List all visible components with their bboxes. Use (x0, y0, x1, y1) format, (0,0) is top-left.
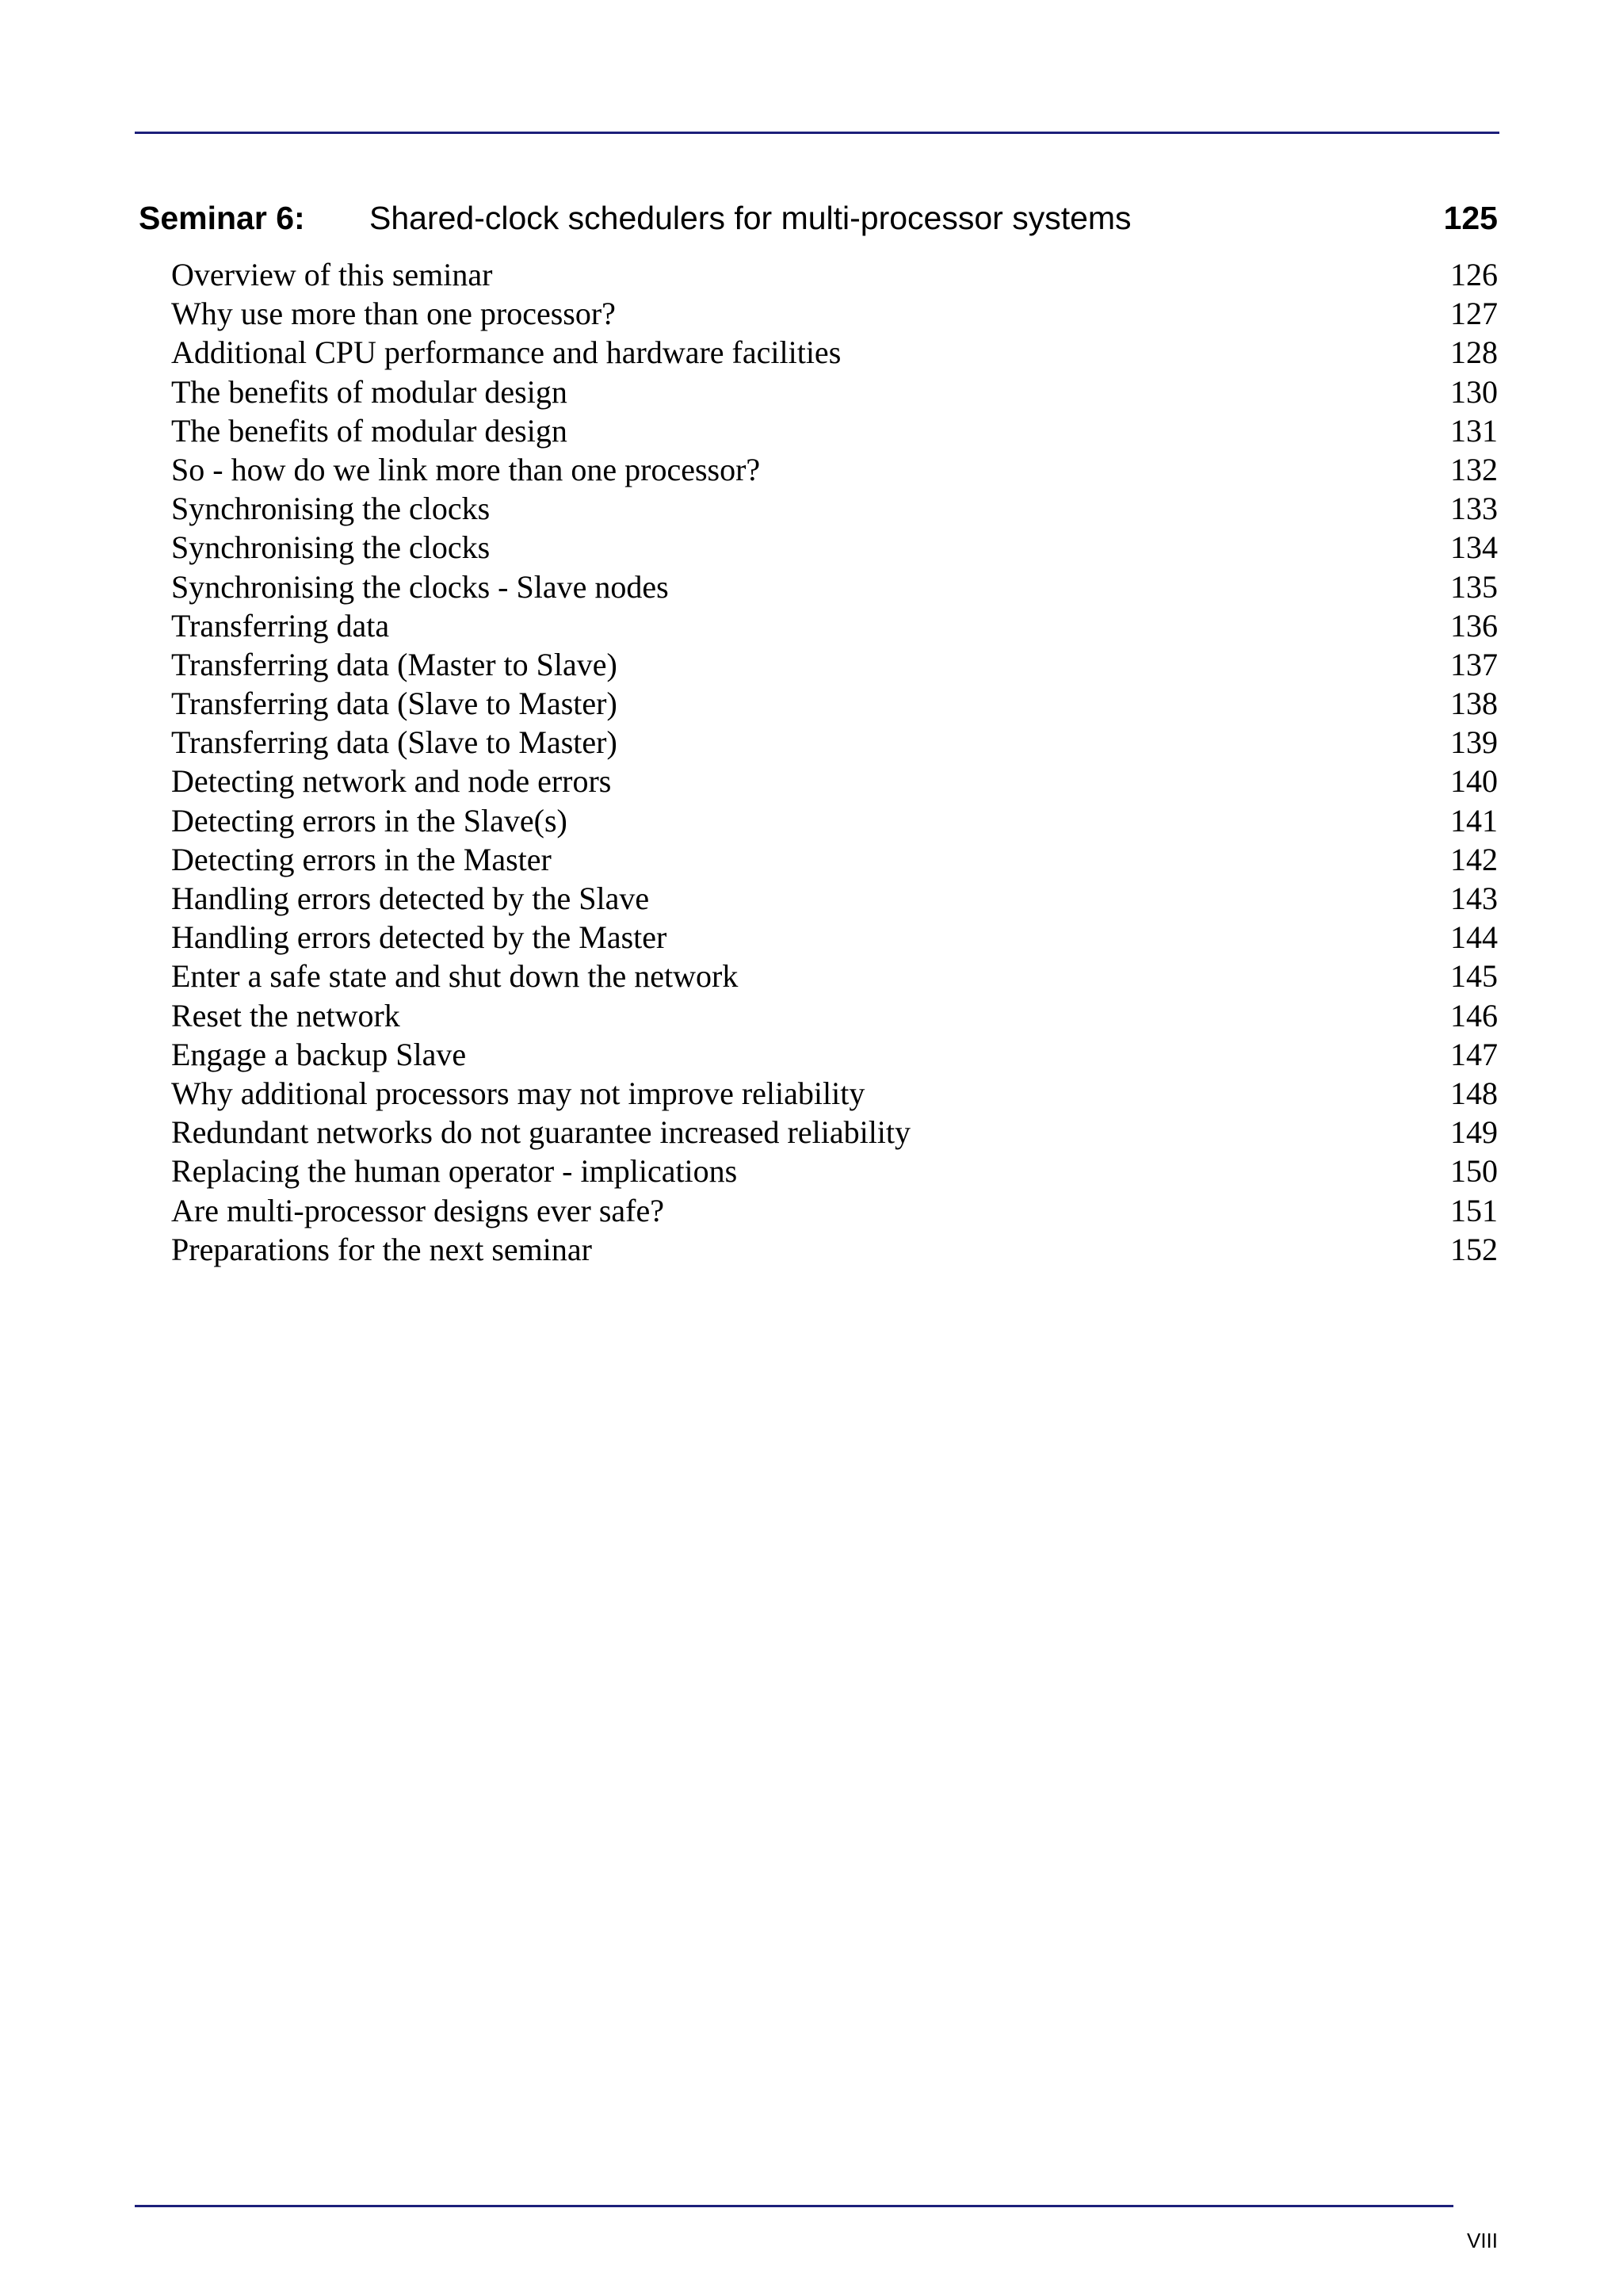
toc-entry-page: 150 (1450, 1153, 1498, 1190)
toc-entry-title: The benefits of modular design (171, 412, 567, 449)
toc-entry-title: Replacing the human operator - implications (171, 1153, 738, 1190)
toc-entry-title: Redundant networks do not guarantee increased reliability (171, 1114, 911, 1151)
toc-entry (171, 762, 1498, 800)
toc-entry (171, 1152, 1498, 1190)
toc-entry-page: 143 (1450, 881, 1498, 916)
toc-entry-page: 138 (1450, 686, 1498, 722)
toc-entry-page: 144 (1450, 919, 1498, 956)
toc-entry-page: 140 (1450, 763, 1498, 800)
toc-entry-title: Transferring data (Slave to Master) (171, 686, 617, 722)
seminar-page-number: 125 (1443, 200, 1498, 236)
footer-rule (135, 2205, 1453, 2207)
toc-entry (171, 801, 1498, 840)
toc-entry (171, 372, 1498, 411)
toc-entry (171, 528, 1498, 567)
toc-entry-title: Why additional processors may not improve reliability (171, 1075, 865, 1111)
toc-entry-page: 128 (1450, 334, 1498, 371)
toc-entry (171, 294, 1498, 333)
toc-entry (171, 606, 1498, 645)
toc-entry-page: 151 (1450, 1192, 1498, 1228)
toc-entry (171, 918, 1498, 957)
toc-entry-page: 141 (1450, 802, 1498, 839)
seminar-title: Shared-clock schedulers for multi-processor systems (369, 200, 1132, 236)
toc-entry-title: Handling errors detected by the Master (171, 919, 667, 956)
toc-entry-title: Synchronising the clocks - Slave nodes (171, 568, 669, 605)
toc-entry (171, 411, 1498, 450)
toc-entry-title: Transferring data (171, 607, 390, 644)
toc-entry (171, 684, 1498, 723)
toc-entry-page: 127 (1450, 296, 1498, 332)
toc-entry-title: Reset the network (171, 997, 400, 1033)
toc-entry-page: 146 (1450, 997, 1498, 1033)
toc-entry (171, 1074, 1498, 1113)
toc-entry (171, 996, 1498, 1035)
toc-entry-page: 147 (1450, 1036, 1498, 1072)
toc-entry-page: 136 (1450, 607, 1498, 644)
toc-entry-title: Handling errors detected by the Slave (171, 881, 650, 916)
toc-entry (171, 840, 1498, 879)
toc-entry-page: 139 (1450, 724, 1498, 761)
toc-entry-page: 148 (1450, 1075, 1498, 1111)
toc-entry-page: 131 (1450, 412, 1498, 449)
toc-entry-page: 137 (1450, 646, 1498, 682)
toc-entry-page: 152 (1450, 1231, 1498, 1267)
toc-entry (171, 450, 1498, 489)
toc-entry-page: 126 (1450, 257, 1498, 292)
toc-entry (171, 255, 1498, 294)
toc-entry-title: Synchronising the clocks (171, 491, 491, 527)
toc-entry-title: Are multi-processor designs ever safe? (171, 1192, 664, 1228)
toc-entry-title: Transferring data (Master to Slave) (171, 646, 617, 682)
toc-entry-title: Detecting errors in the Slave(s) (171, 802, 567, 839)
toc-entry-page: 142 (1450, 841, 1498, 877)
toc-entry-title: The benefits of modular design (171, 373, 567, 410)
toc-entry-title: Why use more than one processor? (171, 296, 616, 332)
page-folio: VIII (1466, 2229, 1498, 2252)
toc-entry (171, 957, 1498, 995)
toc-entry-page: 134 (1450, 529, 1498, 566)
toc-entry-title: Preparations for the next seminar (171, 1231, 592, 1267)
toc-entry-page: 132 (1450, 451, 1498, 487)
toc-list (171, 255, 1498, 1269)
toc-entry-title: So - how do we link more than one processor? (171, 451, 761, 487)
toc-entry-title: Engage a backup Slave (171, 1036, 467, 1072)
toc-entry (171, 333, 1498, 372)
toc-entry-page: 130 (1450, 373, 1498, 410)
toc-entry (171, 879, 1498, 918)
header-rule (135, 132, 1499, 134)
toc-entry (171, 1035, 1498, 1074)
toc-entry-page: 149 (1450, 1114, 1498, 1151)
toc-entry (171, 567, 1498, 606)
toc-entry (171, 723, 1498, 762)
seminar-label: Seminar 6: (139, 200, 305, 236)
toc-entry (171, 645, 1498, 684)
seminar-heading (139, 200, 1498, 247)
toc-entry-title: Overview of this seminar (171, 257, 493, 292)
toc-entry-title: Additional CPU performance and hardware facilities (171, 334, 842, 371)
toc-entry-title: Detecting network and node errors (171, 763, 612, 800)
toc-entry (171, 1230, 1498, 1269)
toc-entry-title: Synchronising the clocks (171, 529, 491, 566)
toc-entry (171, 489, 1498, 528)
toc-entry-title: Enter a safe state and shut down the network (171, 958, 739, 995)
toc-entry-page: 135 (1450, 568, 1498, 605)
toc-entry (171, 1113, 1498, 1152)
toc-entry-title: Detecting errors in the Master (171, 841, 552, 877)
toc-entry-title: Transferring data (Slave to Master) (171, 724, 617, 761)
toc-entry-page: 145 (1450, 958, 1498, 995)
toc-entry (171, 1191, 1498, 1230)
toc-entry-page: 133 (1450, 491, 1498, 527)
